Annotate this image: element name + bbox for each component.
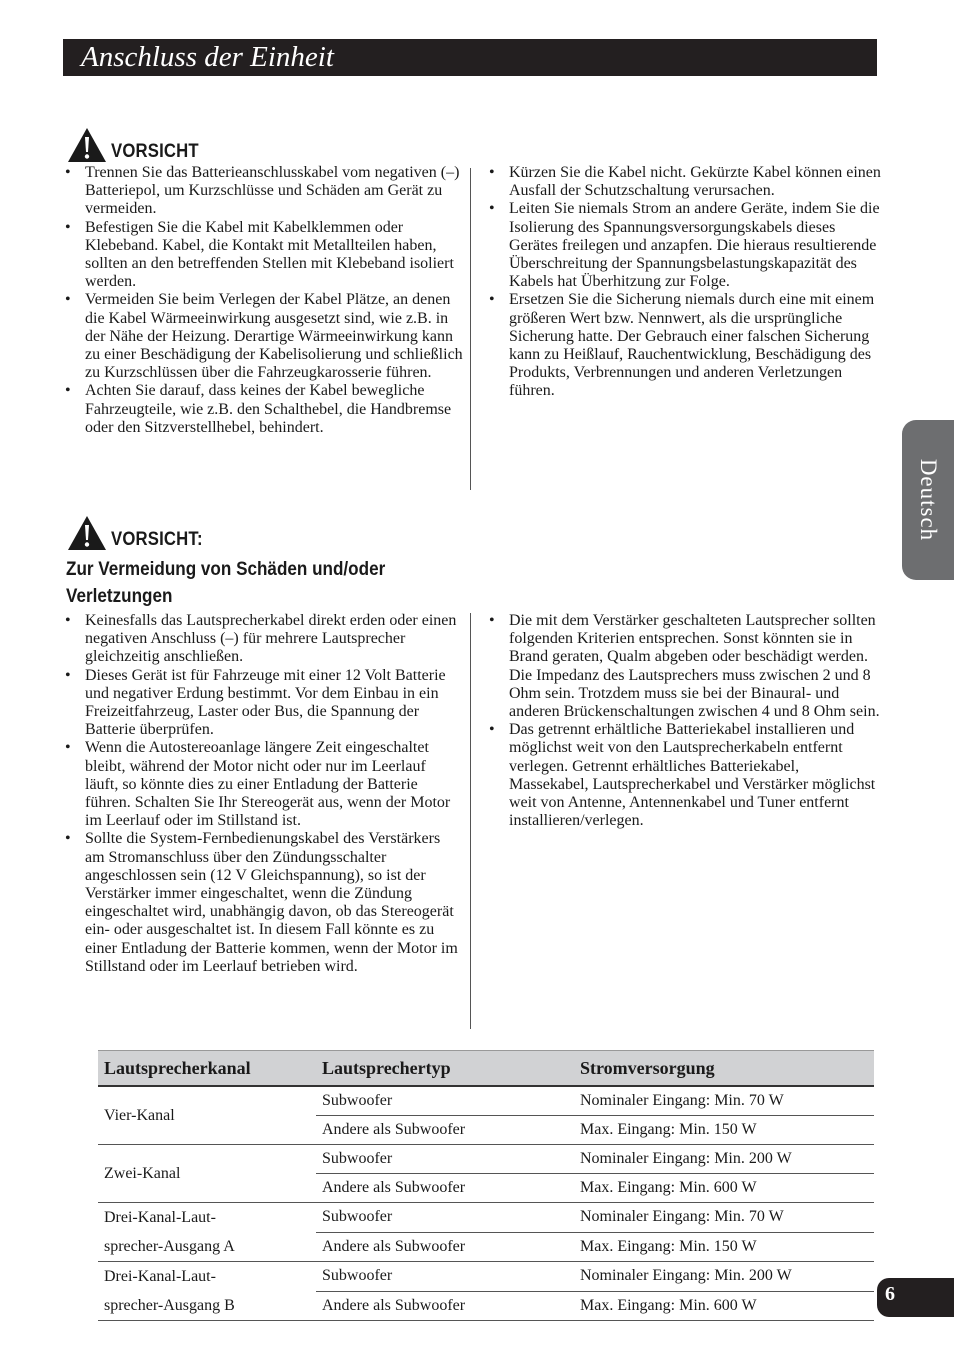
- table-header-cell: Lautsprecherkanal: [98, 1051, 316, 1087]
- speaker-type-cell: Subwoofer: [316, 1262, 574, 1292]
- table-row: [98, 1203, 874, 1233]
- speaker-type-cell: Andere als Subwoofer: [316, 1116, 574, 1145]
- damage-list-right: [487, 612, 881, 830]
- list-item: • Dieses Gerät ist für Fahrzeuge mit einer 12 Volt Batterie und negativer Erdung bestimmt. Vor dem Einbau in ein Freizeitfahrzeug, Laster oder Bus, die Spannung der Batterie überprüfen.: [63, 667, 463, 740]
- language-tab: [902, 420, 954, 580]
- caution-heading-2: [67, 511, 215, 551]
- list-item: • Sollte die System-Fernbedienungskabel des Verstärkers am Stromanschluss über den Zündungsschalter angeschlossen sein (12 V Gleichspannung), so ist der Verstärker immer eingeschaltet, wenn die Zündung eingeschaltet wird, unabhängig davon, ob das Stereogerät ein- oder ausgeschaltet ist. In diesem Fall könnte es zu einer Entladung der Batterie kommen, wenn der Motor im Stillstand oder im Leerlauf betrieben wird.: [63, 830, 463, 976]
- caution-subheading: Zur Vermeidung von Schäden und/oder Verletzungen: [66, 559, 386, 607]
- caution-label-2: VORSICHT:: [111, 529, 203, 550]
- channel-cell: [98, 1145, 316, 1203]
- list-item: • Vermeiden Sie beim Verlegen der Kabel Plätze, an denen die Kabel Wärmeeinwirkung ausgesetzt sind, wie z.B. in der Nähe der Heizung. Derartige Wärmeeinwirkung kann zu einer Beschädigung der Kabelisolierung und schließlich zu Kurzschlüssen über die Fahrzeugkarosserie führen.: [63, 291, 463, 382]
- power-supply-cell: Max. Eingang: Min. 150 W: [574, 1116, 874, 1145]
- table-header-cell: Lautsprechertyp: [316, 1051, 574, 1087]
- caution-heading: [67, 123, 211, 163]
- channel-cell: [98, 1203, 316, 1262]
- table-row: [98, 1262, 874, 1292]
- language-tab-label: Deutsch: [916, 458, 941, 542]
- list-item: • Wenn die Autostereoanlage längere Zeit eingeschaltet bleibt, während der Motor nicht oder nur im Leerlauf läuft, so könnte dies zu einer Entladung der Batterie führen. Schalten Sie Ihr Stereogerät aus, wenn der Motor im Leerlauf oder im Stillstand ist.: [63, 739, 463, 830]
- warning-triangle-icon: [67, 515, 107, 551]
- channel-label: sprecher-Ausgang B: [104, 1297, 235, 1314]
- warning-triangle-icon: [67, 127, 107, 163]
- table-row: [98, 1086, 874, 1116]
- power-supply-cell: Max. Eingang: Min. 150 W: [574, 1232, 874, 1262]
- speaker-type-cell: Subwoofer: [316, 1145, 574, 1174]
- power-supply-cell: Nominaler Eingang: Min. 200 W: [574, 1145, 874, 1174]
- table-row: [98, 1145, 874, 1174]
- channel-cell: [98, 1262, 316, 1321]
- list-item: • Trennen Sie das Batterieanschlusskabel vom negativen (–) Batteriepol, um Kurzschlüsse und Schäden am Gerät zu vermeiden.: [63, 164, 463, 219]
- power-supply-cell: Max. Eingang: Min. 600 W: [574, 1291, 874, 1321]
- channel-label: sprecher-Ausgang A: [104, 1238, 235, 1255]
- power-supply-cell: Nominaler Eingang: Min. 70 W: [574, 1203, 874, 1233]
- list-item: • Befestigen Sie die Kabel mit Kabelklemmen oder Klebeband. Kabel, die Kontakt mit Metallteilen haben, sollten an den betreffenden Stellen mit Klebeband isoliert werden.: [63, 219, 463, 292]
- page-title: Anschluss der Einheit: [63, 39, 877, 76]
- channel-label: Drei-Kanal-Laut-: [104, 1268, 216, 1285]
- power-supply-cell: Max. Eingang: Min. 600 W: [574, 1174, 874, 1203]
- damage-list-left: [63, 612, 463, 976]
- caution-list-right: [487, 164, 881, 401]
- channel-label: Vier-Kanal: [104, 1106, 175, 1124]
- speaker-power-table: [98, 1050, 874, 1321]
- channel-label: Zwei-Kanal: [104, 1164, 181, 1182]
- speaker-type-cell: Subwoofer: [316, 1203, 574, 1233]
- list-item: • Keinesfalls das Lautsprecherkabel direkt erden oder einen negativen Anschluss (–) für mehrere Lautsprecher gleichzeitig anschließen.: [63, 612, 463, 667]
- list-item: • Ersetzen Sie die Sicherung niemals durch eine mit einem größeren Wert bzw. Nennwert, als die ursprüngliche Sicherung hatte. Der Gebrauch einer falschen Sicherung kann zu Heißlauf, Rauchentwicklung, Beschädigung des Produkts, Verbrennungen und anderen Verletzungen führen.: [487, 291, 881, 400]
- list-item: • Leiten Sie niemals Strom an andere Geräte, indem Sie die Isolierung des Spannungsversorgungskabels dieses Gerätes freilegen und anzapfen. Die hieraus resultierende Überschreitung der Spannungsbelastungskapazität des Kabels hat Überhitzung zur Folge.: [487, 200, 881, 291]
- page-number-tab: [877, 1278, 954, 1317]
- channel-label: Drei-Kanal-Laut-: [104, 1209, 216, 1226]
- column-divider-2: [470, 613, 471, 1029]
- column-divider: [470, 168, 471, 490]
- speaker-type-cell: Andere als Subwoofer: [316, 1232, 574, 1262]
- caution-label: VORSICHT: [111, 141, 199, 162]
- list-item: • Kürzen Sie die Kabel nicht. Gekürzte Kabel können einen Ausfall der Schutzschaltung verursachen.: [487, 164, 881, 200]
- table-header-cell: Stromversorgung: [574, 1051, 874, 1087]
- speaker-type-cell: Andere als Subwoofer: [316, 1291, 574, 1321]
- power-supply-cell: Nominaler Eingang: Min. 70 W: [574, 1086, 874, 1116]
- channel-cell: [98, 1086, 316, 1145]
- list-item: • Das getrennt erhältliche Batteriekabel installieren und möglichst weit von den Lautsprecherkabeln entfernt verlegen. Getrennt erhältliches Batteriekabel, Massekabel, Lautsprecherkabel und Verstärker möglichst weit von Antenne, Antennenkabel und Tuner entfernt installieren/verlegen.: [487, 721, 881, 830]
- speaker-type-cell: Andere als Subwoofer: [316, 1174, 574, 1203]
- list-item: • Achten Sie darauf, dass keines der Kabel bewegliche Fahrzeugteile, wie z.B. den Schalthebel, die Handbremse oder den Sitzverstellhebel, behindert.: [63, 382, 463, 437]
- caution-list-left: [63, 164, 463, 437]
- list-item: • Die mit dem Verstärker geschalteten Lautsprecher sollten folgenden Kriterien entsprechen. Sonst könnten sie in Brand geraten, Qualm abgeben oder beschädigt werden. Die Impedanz des Lautsprechers muss zwischen 2 und 8 Ohm sein. Trotzdem muss sie bei der Binaural- und anderen Brückenschaltungen zwischen 4 und 8 Ohm sein.: [487, 612, 881, 721]
- table-header-row: [98, 1051, 874, 1087]
- speaker-type-cell: Subwoofer: [316, 1086, 574, 1116]
- power-supply-cell: Nominaler Eingang: Min. 200 W: [574, 1262, 874, 1292]
- page-number: 6: [885, 1283, 895, 1305]
